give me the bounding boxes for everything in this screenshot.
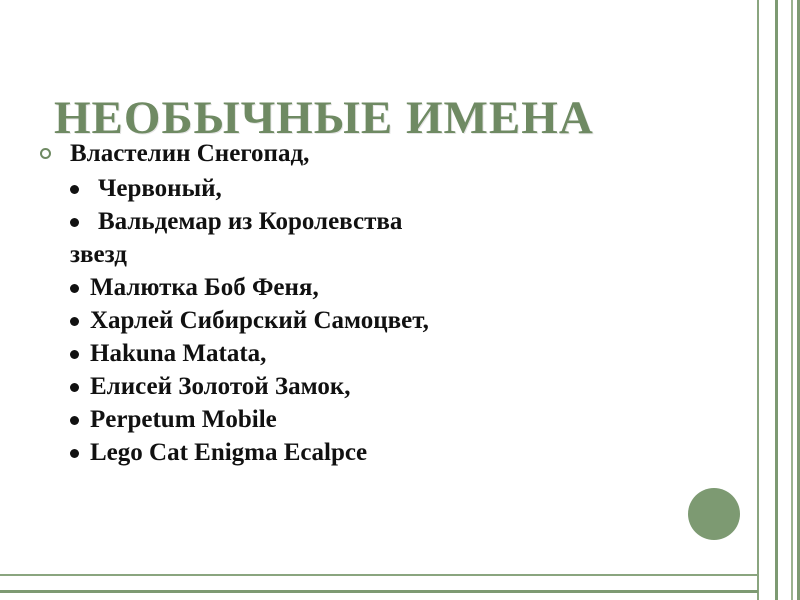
list-item bbox=[34, 436, 734, 469]
list-item bbox=[34, 138, 734, 170]
list-item-label: Perpetum Mobile bbox=[90, 406, 277, 433]
bullet-list bbox=[34, 138, 734, 469]
list-item-label: Hakuna Matata, bbox=[90, 340, 267, 367]
decorative-bottom-rule bbox=[0, 574, 758, 576]
decorative-line bbox=[775, 0, 778, 600]
decorative-line bbox=[757, 0, 759, 600]
decorative-circle bbox=[688, 488, 740, 540]
list-item-label: Елисей Золотой Замок, bbox=[90, 373, 351, 400]
list-item bbox=[34, 172, 734, 205]
list-item-label: Lego Cat Enigma Ecalpce bbox=[90, 439, 368, 466]
list-item-label: Властелин Снегопад, bbox=[70, 140, 310, 167]
list-item-wrap: звезд bbox=[70, 241, 127, 268]
hollow-bullet-icon bbox=[40, 148, 51, 159]
page-title: НЕОБЫЧНЫЕ ИМЕНА bbox=[54, 92, 594, 145]
dot-bullet-icon bbox=[70, 383, 79, 392]
dot-bullet-icon bbox=[70, 218, 79, 227]
list-item bbox=[34, 337, 734, 370]
dot-bullet-icon bbox=[70, 416, 79, 425]
decorative-line bbox=[791, 0, 793, 600]
dot-bullet-icon bbox=[70, 350, 79, 359]
list-item bbox=[34, 370, 734, 403]
list-item-label: Вальдемар из Королевства bbox=[98, 208, 403, 235]
dot-bullet-icon bbox=[70, 284, 79, 293]
dot-bullet-icon bbox=[70, 185, 79, 194]
list-item bbox=[34, 205, 734, 238]
list-item bbox=[34, 304, 734, 337]
list-item bbox=[34, 403, 734, 436]
dot-bullet-icon bbox=[70, 449, 79, 458]
list-item-label: Червоный, bbox=[98, 175, 222, 202]
decorative-bottom-rule bbox=[0, 590, 758, 593]
decorative-right-band bbox=[758, 0, 800, 600]
list-item bbox=[34, 271, 734, 304]
list-item-label: Харлей Сибирский Самоцвет, bbox=[90, 307, 429, 334]
dot-bullet-icon bbox=[70, 317, 79, 326]
list-item-label: Малютка Боб Феня, bbox=[90, 274, 319, 301]
